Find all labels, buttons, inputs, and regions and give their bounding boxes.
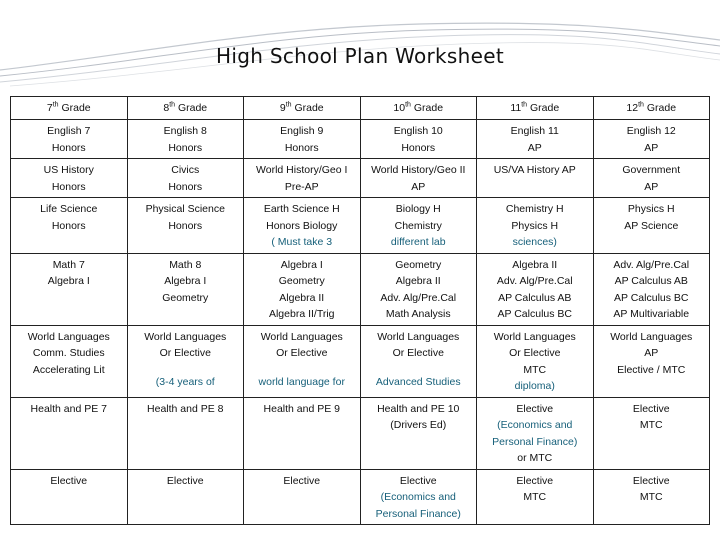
grade-header-cell: 12th Grade	[593, 97, 710, 120]
table-cell: World Languages Or Elective world language for	[244, 325, 361, 397]
grade-header-cell: 9th Grade	[244, 97, 361, 120]
table-cell: English 8 Honors	[127, 120, 244, 159]
table-cell: Life Science Honors	[11, 198, 128, 254]
table-cell: Geometry Algebra II Adv. Alg/Pre.Cal Math Analysis	[360, 253, 477, 325]
table-cell: English 11 AP	[477, 120, 594, 159]
table-row-world-languages	[11, 325, 710, 397]
table-cell: Algebra I Geometry Algebra II Algebra II/Trig	[244, 253, 361, 325]
table-cell: Elective MTC	[477, 469, 594, 525]
table-cell: Government AP	[593, 159, 710, 198]
table-cell: US/VA History AP	[477, 159, 594, 198]
grade-header-row	[11, 97, 710, 120]
table-cell: Math 8 Algebra I Geometry	[127, 253, 244, 325]
table-cell: US History Honors	[11, 159, 128, 198]
table-cell: World Languages Or Elective MTC diploma)	[477, 325, 594, 397]
table-cell: English 10 Honors	[360, 120, 477, 159]
table-cell: Elective	[11, 469, 128, 525]
table-cell: Civics Honors	[127, 159, 244, 198]
table-cell: Health and PE 7	[11, 397, 128, 469]
table-cell: World Languages Or Elective Advanced Studies	[360, 325, 477, 397]
table-cell: Elective	[244, 469, 361, 525]
table-cell: English 7 Honors	[11, 120, 128, 159]
grade-header-cell: 7th Grade	[11, 97, 128, 120]
table-cell: Math 7 Algebra I	[11, 253, 128, 325]
grade-header-cell: 10th Grade	[360, 97, 477, 120]
table-cell: Chemistry H Physics H sciences)	[477, 198, 594, 254]
table-cell: English 12 AP	[593, 120, 710, 159]
table-cell: World Languages Comm. Studies Accelerating Lit	[11, 325, 128, 397]
table-cell: Earth Science H Honors Biology ( Must take 3	[244, 198, 361, 254]
table-cell: Biology H Chemistry different lab	[360, 198, 477, 254]
table-cell: Elective MTC	[593, 469, 710, 525]
table-cell: Elective (Economics and Personal Finance) or MTC	[477, 397, 594, 469]
table-cell: World History/Geo I Pre-AP	[244, 159, 361, 198]
table-cell: Physical Science Honors	[127, 198, 244, 254]
table-row-math	[11, 253, 710, 325]
table-row-english	[11, 120, 710, 159]
table-cell: Elective (Economics and Personal Finance)	[360, 469, 477, 525]
table-cell: Health and PE 9	[244, 397, 361, 469]
table-row-history	[11, 159, 710, 198]
table-cell: Physics H AP Science	[593, 198, 710, 254]
table-row-health-pe	[11, 397, 710, 469]
table-row-elective	[11, 469, 710, 525]
table-cell: Elective MTC	[593, 397, 710, 469]
table-cell: Health and PE 10 (Drivers Ed)	[360, 397, 477, 469]
table-cell: World Languages Or Elective (3-4 years of	[127, 325, 244, 397]
table-cell: Algebra II Adv. Alg/Pre.Cal AP Calculus AB AP Calculus BC	[477, 253, 594, 325]
table-row-science	[11, 198, 710, 254]
grade-header-cell: 11th Grade	[477, 97, 594, 120]
table-cell: Health and PE 8	[127, 397, 244, 469]
table-cell: Adv. Alg/Pre.Cal AP Calculus AB AP Calculus BC AP Multivariable	[593, 253, 710, 325]
table-cell: Elective	[127, 469, 244, 525]
table-cell: World History/Geo II AP	[360, 159, 477, 198]
table-cell: English 9 Honors	[244, 120, 361, 159]
grade-header-cell: 8th Grade	[127, 97, 244, 120]
plan-table	[10, 96, 710, 525]
page-title: High School Plan Worksheet	[216, 44, 504, 68]
table-cell: World Languages AP Elective / MTC	[593, 325, 710, 397]
